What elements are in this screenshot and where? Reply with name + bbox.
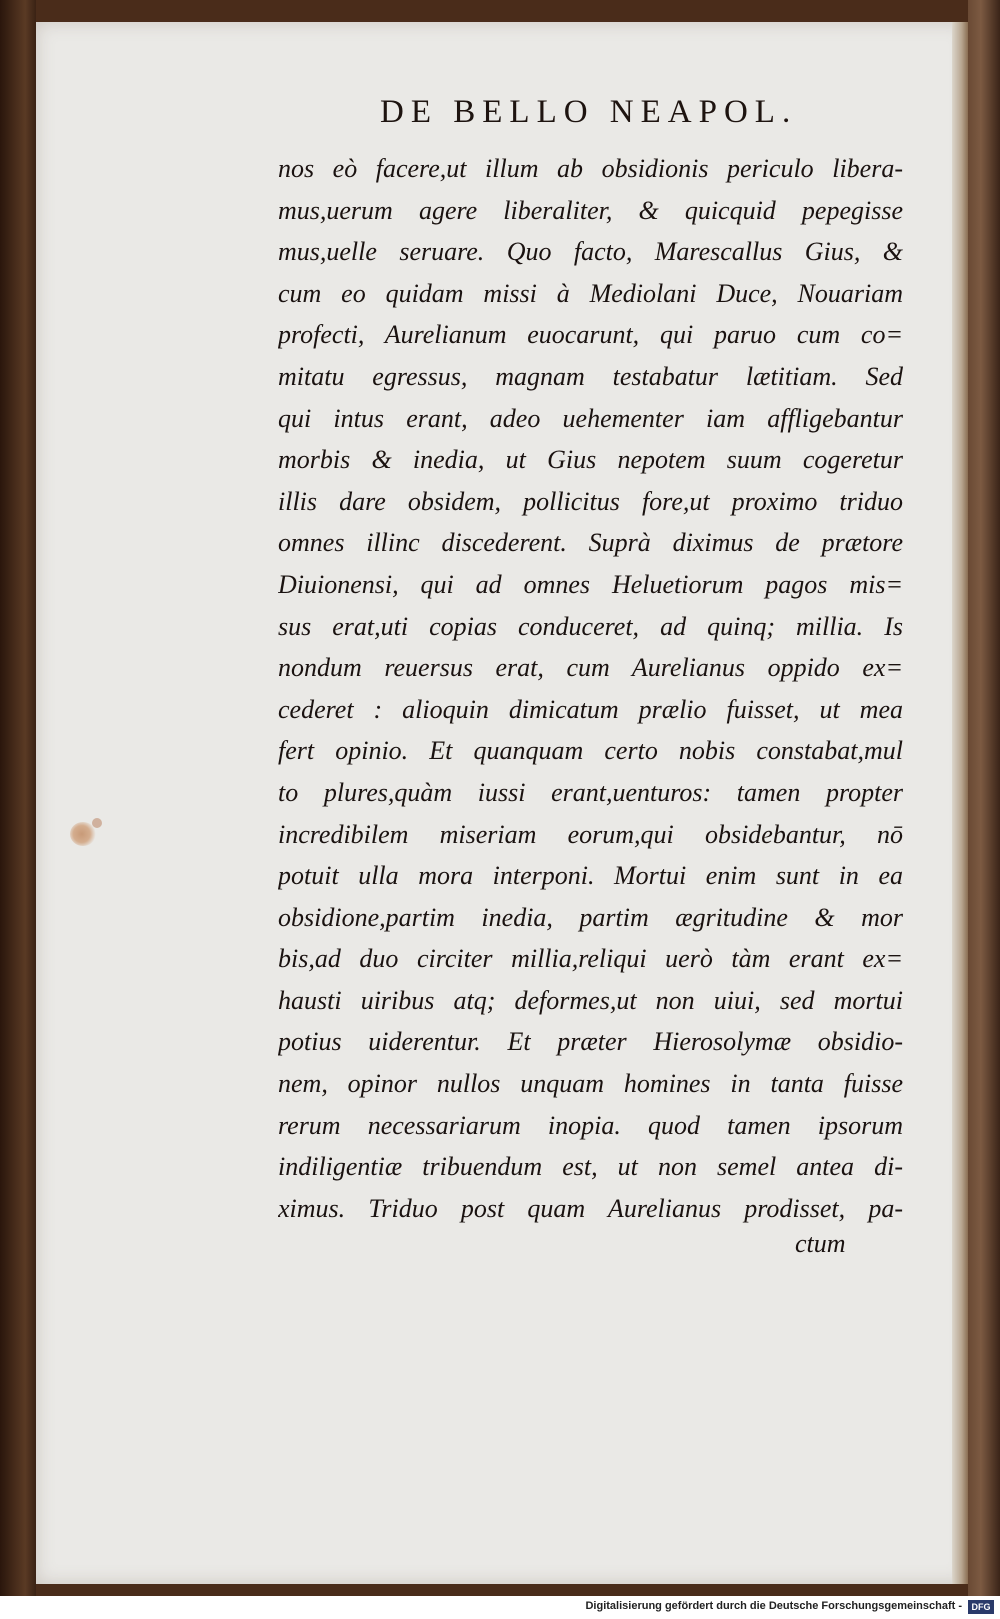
text-line: potuit ulla mora interponi. Mortui enim sunt in ea — [278, 861, 903, 891]
text-line: qui intus erant, adeo uehementer iam affligebantur — [278, 403, 903, 433]
text-line: indiligentiæ tribuendum est, ut non semel antea di- — [278, 1152, 903, 1182]
dfg-logo: DFG — [968, 1600, 994, 1614]
funding-credit: Digitalisierung gefördert durch die Deutsche Forschungsgemeinschaft - — [585, 1600, 962, 1612]
catchword: ctum — [795, 1229, 846, 1258]
text-line: illis dare obsidem, pollicitus fore,ut proximo triduo — [278, 486, 903, 516]
text-line: profecti, Aurelianum euocarunt, qui paruo cum co= — [278, 320, 903, 350]
text-line: cum eo quidam missi à Mediolani Duce, Nouariam — [278, 278, 903, 308]
text-line: ximus. Triduo post quam Aurelianus prodisset, pa- — [278, 1193, 903, 1223]
text-line: nondum reuersus erat, cum Aurelianus oppido ex= — [278, 653, 903, 683]
footer-bar — [0, 1596, 1000, 1619]
text-line: sus erat,uti copias conduceret, ad quinq; millia. Is — [278, 611, 903, 641]
text-line: bis,ad duo circiter millia,reliqui uerò tàm erant ex= — [278, 944, 903, 974]
text-line: fert opinio. Et quanquam certo nobis constabat,mul — [278, 736, 903, 766]
text-line: potius uiderentur. Et præter Hierosolymæ obsidio- — [278, 1027, 903, 1057]
running-title: DE BELLO NEAPOL. — [380, 94, 798, 130]
page-edge-shadow — [952, 22, 968, 1584]
text-line: incredibilem miseriam eorum,qui obsidebantur, nō — [278, 819, 903, 849]
ink-stain-small — [92, 818, 102, 828]
text-line: nem, opinor nullos unquam homines in tanta fuisse — [278, 1069, 903, 1099]
text-line: Diuionensi, qui ad omnes Heluetiorum pagos mis= — [278, 569, 903, 599]
text-line: obsidione,partim inedia, partim ægritudine & mor — [278, 902, 903, 932]
book-binding-edge — [0, 0, 36, 1596]
text-line: mus,uerum agere liberaliter, & quicquid pepegisse — [278, 195, 903, 225]
body-text — [278, 148, 903, 1229]
text-line: hausti uiribus atq; deformes,ut non uiui, sed mortui — [278, 985, 903, 1015]
text-line: rerum necessariarum inopia. quod tamen ipsorum — [278, 1110, 903, 1140]
text-line: cederet : alioquin dimicatum prælio fuisset, ut mea — [278, 694, 903, 724]
text-line: omnes illinc discederent. Suprà diximus de prætore — [278, 528, 903, 558]
text-line: nos eò facere,ut illum ab obsidionis periculo libera- — [278, 154, 903, 183]
book-cover-edge — [968, 0, 1000, 1596]
text-line: mitatu egressus, magnam testabatur lætitiam. Sed — [278, 361, 903, 391]
text-line: mus,uelle seruare. Quo facto, Marescallus Gius, & — [278, 237, 903, 267]
text-line: morbis & inedia, ut Gius nepotem suum cogeretur — [278, 445, 903, 475]
text-line: to plures,quàm iussi erant,uenturos: tamen propter — [278, 777, 903, 807]
